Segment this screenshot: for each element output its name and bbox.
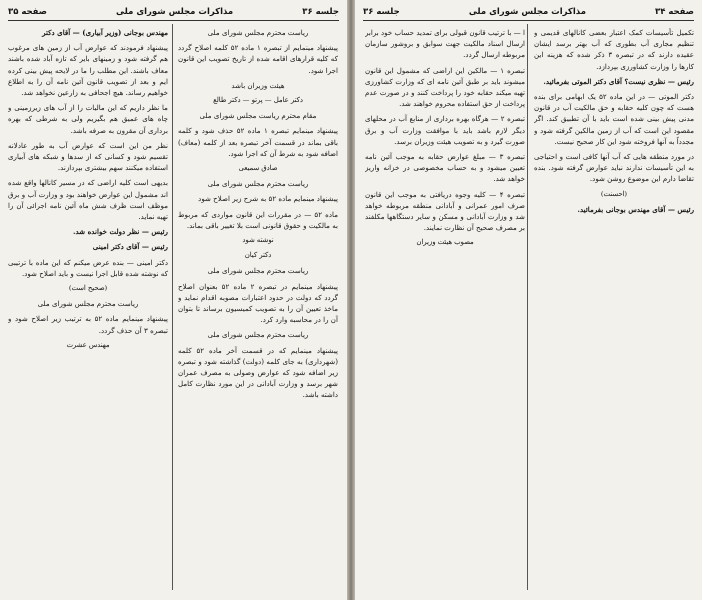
paragraph: پیشنهاد مینمایم از تبصره ۱ ماده ۵۲ کلمه اصلاح گردد که کلیه قرارهای اقامه شده از تاریخ تصویب این قانون اجرا شود. bbox=[178, 43, 338, 75]
paragraph: تبصره ۱ — مالکین این اراضی که مشمول این قانون میشوند باید بر طبق آئین نامه ای که وزارت کشاورزی تهیه میکند حقابه خود را پرداخت کنند و در صورت عدم پرداخت از حق استفاده محروم خواهند شد. bbox=[365, 65, 525, 109]
paragraph: تبصره ۲ — هرگاه بهره برداری از منابع آب در محلهای دیگر لازم باشد باید با موافقت وزارت آب و برق صورت گیرد و به تصویب هیئت وزیران برسد. bbox=[365, 114, 525, 146]
speaker-line: رئیس — آقای دکتر امینی bbox=[92, 242, 168, 252]
paragraph: ریاست محترم مجلس شورای ملی bbox=[207, 330, 309, 340]
paragraph: مقام محترم ریاست مجلس شورای ملی bbox=[199, 111, 317, 121]
page-header bbox=[8, 4, 339, 21]
paragraph: نظر من این است که عوارض آب به طور عادلانه تقسیم شود و کسانی که از سدها و شبکه های آبیاری استفاده میکنند سهم بیشتری بپردازند. bbox=[8, 140, 168, 173]
text-column bbox=[365, 27, 525, 592]
signature: مهندس عشرت bbox=[66, 340, 110, 349]
paragraph: دکتر امینی — بنده عرض میکنم که این ماده با ترتیبی که نوشته شده قابل اجرا نیست و باید اصلاح شود. bbox=[8, 257, 168, 278]
paragraph: ا — با ترتیب قانون قبولی برای تمدید حساب خود برابر ارسال اسناد مالکیت جهت سوابق و بروشور سازمان مربوطه ارسال گردد. bbox=[365, 28, 525, 60]
text-column bbox=[8, 27, 168, 592]
book-gutter bbox=[347, 0, 355, 600]
paragraph: ریاست محترم مجلس شورای ملی bbox=[37, 299, 139, 309]
paragraph: ریاست محترم مجلس شورای ملی bbox=[207, 179, 309, 189]
column-divider bbox=[172, 24, 173, 590]
speaker-line: رئیس — نظری نیست؟ آقای دکتر الموتی بفرمائید. bbox=[543, 76, 694, 86]
right-page bbox=[355, 0, 702, 600]
paragraph: نوشته شود bbox=[242, 236, 274, 245]
paragraph: دکتر الموتی — در این ماده ۵۲ یک ابهامی برای بنده هست که چون کلیه حقابه و حق مالکیت آب در قانون مدنی پیش بینی شده است باید با آن تطبیق کند. اگر مقصود این است که آب از زمین مالکین گرفته شود و مجدداً به آنها فروخته شود این کار صحیح نیست. bbox=[534, 92, 694, 146]
paragraph: ریاست محترم مجلس شورای ملی bbox=[207, 266, 309, 276]
column-divider bbox=[527, 24, 528, 590]
paragraph: تکمیل تأسیسات کمک اعتبار بعضی کانالهای قدیمی و تنظیم مجاری آب بطوری که آب بهتر برسد ایشان عقیده دارند که در تبصره ۳ ذکر شده که هزینه این کارها را وزارت کشاورزی بپردازد. bbox=[534, 28, 694, 71]
session-label: جلسه ۳۶ bbox=[302, 7, 339, 17]
paragraph: پیشنهاد مینمایم در تبصره ۲ ماده ۵۲ بعنوان اصلاح گردد که دولت در حدود اعتبارات مصوبه اقدام نماید و ماخذ تعیین آن را به تصویب کمیسیون برساند تا بتوان آن را در محاسبه وارد کرد. bbox=[178, 281, 338, 325]
paragraph: تبصره ۳ — مبلغ عوارض حقابه به موجب آئین نامه تعیین میشود و به حساب مخصوصی در خزانه واریز خواهد شد. bbox=[365, 152, 525, 184]
paragraph: پیشنهاد مینمایم ماده ۵۲ به ترتیب زیر اصلاح شود و تبصره ۳ آن حذف گردد. bbox=[8, 314, 168, 335]
page-title: مذاکرات مجلس شورای ملی bbox=[116, 7, 234, 17]
speaker-line: رئیس — آقای مهندس بوجانی بفرمائید. bbox=[577, 204, 694, 214]
page-number: صفحه ۳۴ bbox=[655, 7, 694, 17]
speaker-line: رئیس — نظر دولت خوانده شد. bbox=[72, 227, 168, 237]
signature: دکتر کیان bbox=[244, 251, 272, 260]
page-title: مذاکرات مجلس شورای ملی bbox=[468, 7, 586, 17]
paragraph: پیشنهاد مینمایم تبصره ۱ ماده ۵۲ حذف شود و کلمه باقی بماند در قسمت آخر تبصره بعد از کلمه (معاف) اضافه شود به شرط آن که اجرا شود. bbox=[178, 126, 338, 158]
paragraph: (صحیح است) bbox=[68, 284, 108, 293]
paragraph: ماده ۵۲ — در مقررات این قانون مواردی که مربوط به مالکیت و حقوق قانونی است بلا تغییر باقی بماند. bbox=[178, 209, 338, 230]
paragraph: در مورد منطقه هایی که آب آنها کافی است و احتیاجی به این تأسیسات ندارند نباید عوارض گرفته شود. بنده تقاضا دارم این موضوع روشن شود. bbox=[534, 152, 694, 184]
paragraph: ما نظر داریم که این مالیات را از آب های زیرزمینی و چاه های عمیق هم بگیریم ولی به شرطی که بهره برداری آن مقرون به صرفه باشد. bbox=[8, 103, 168, 135]
session-label: جلسه ۳۶ bbox=[363, 7, 400, 17]
paragraph: بدیهی است کلیه اراضی که در مسیر کانالها واقع شده اند مشمول این عوارض خواهند بود و وزارت آب و برق موظف است ظرف شش ماه آئین نامه اجرائی آن را تهیه نماید. bbox=[8, 178, 168, 222]
text-column bbox=[178, 27, 338, 592]
paragraph: (احسنت) bbox=[600, 189, 628, 198]
page-header bbox=[363, 4, 694, 21]
text-column bbox=[534, 27, 694, 592]
paragraph: پیشنهاد مینمایم ماده ۵۲ به شرح زیر اصلاح شود bbox=[198, 194, 338, 204]
signature: دکتر عامل — پرتو — دکتر طالع bbox=[213, 96, 303, 105]
paragraph: ریاست محترم مجلس شورای ملی bbox=[207, 28, 309, 37]
left-page bbox=[0, 0, 347, 600]
paragraph: پیشنهاد مینمایم که در قسمت آخر ماده ۵۲ کلمه (شهرداری) به جای کلمه (دولت) گذاشته شود و تبصره زیر اضافه شود که عوارض وصولی به مصرف عمران شهر برسد و وزارت آبادانی در این مورد نظارت کامل داشته باشد. bbox=[178, 345, 338, 400]
page-number: صفحه ۳۵ bbox=[8, 7, 47, 17]
paragraph: هیئت وزیران باشد bbox=[231, 80, 285, 90]
signature: مصوب هیئت وزیران bbox=[416, 238, 474, 247]
paragraph: تبصره ۴ — کلیه وجوه دریافتی به موجب این قانون صرف امور عمرانی و آبادانی منطقه مربوطه خواهد شد و وزارت آبادانی و مسکن و سایر دستگاهها مکلفند بر مصرف صحیح آن نظارت نمایند. bbox=[365, 189, 525, 233]
signature: صادق سمیعی bbox=[238, 164, 278, 173]
paragraph: پیشنهاد فرمودند که عوارض آب از زمین های مرغوب هم گرفته شود و زمینهای بایر که تازه آباد شده باشند معاف باشند. این مطلب را ما در لایحه پیش بینی کرده ایم و بعد از تصویب قانون آئین نامه آن را به اطلاع خواهیم رساند. هیچ اجحافی به زارعین نخواهد شد. bbox=[8, 43, 168, 98]
speaker-line: مهندس بوجانی (وزیر آبیاری) — آقای دکتر bbox=[42, 28, 168, 37]
